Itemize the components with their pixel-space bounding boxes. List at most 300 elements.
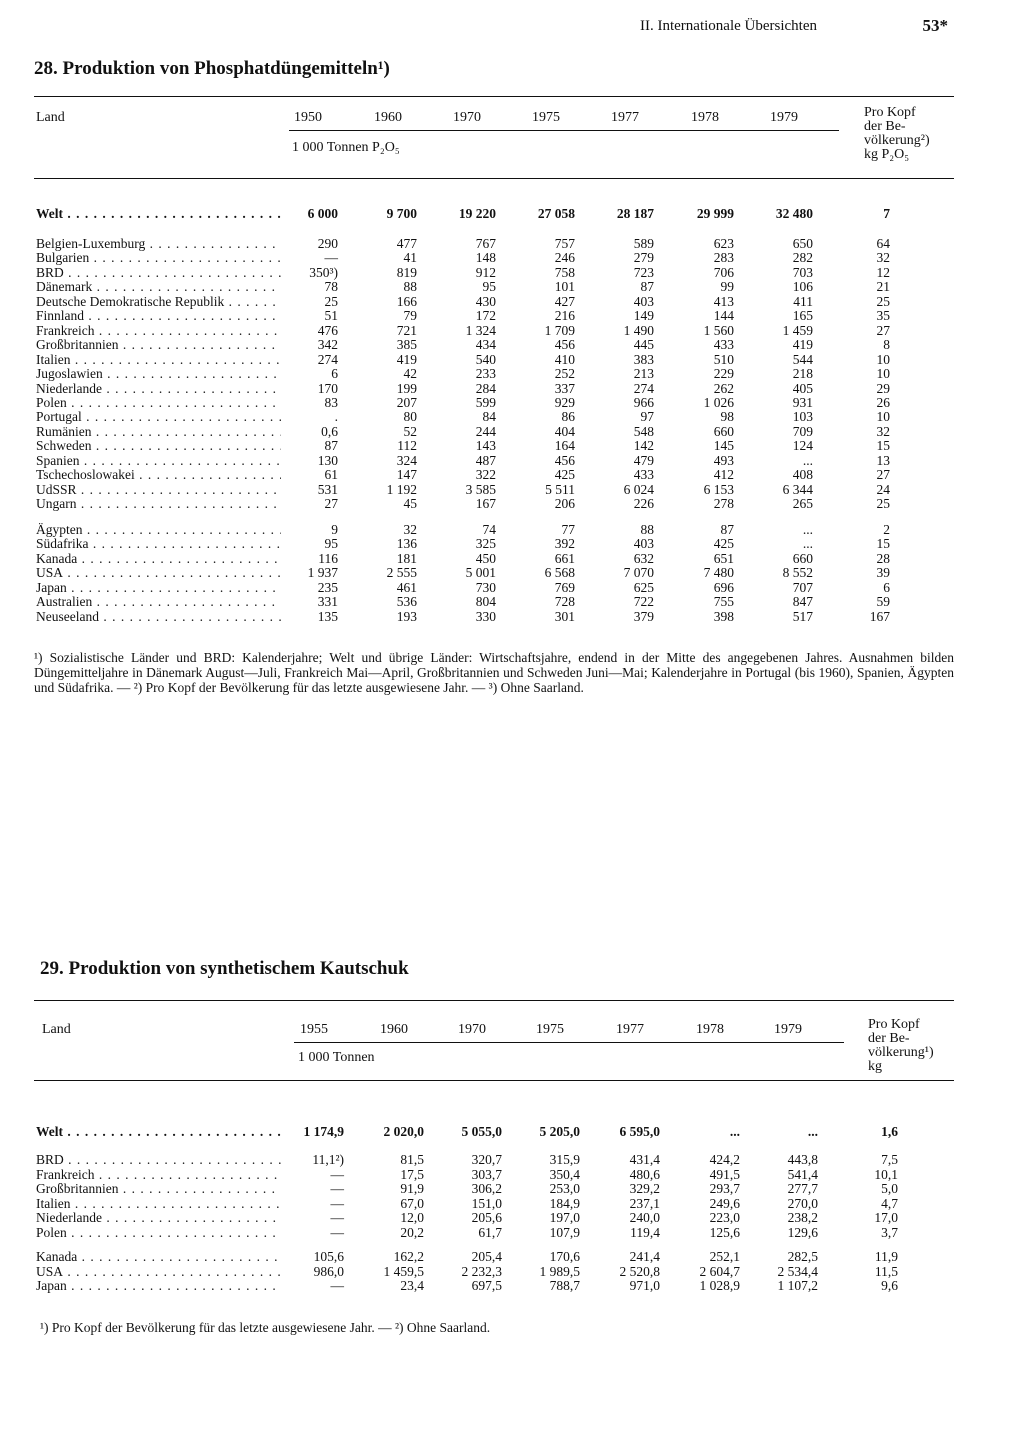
value-cell: 7 480	[703, 565, 734, 581]
year-header: 1978	[696, 1022, 724, 1037]
value-cell: 233	[475, 366, 496, 382]
table-row	[34, 279, 954, 294]
per-capita-cell: 6	[883, 579, 890, 595]
value-cell: 301	[554, 608, 575, 624]
country-name: Belgien-Luxemburg . . .	[36, 236, 281, 251]
per-capita-cell: 9,6	[881, 1278, 898, 1293]
value-cell: 6 153	[703, 481, 734, 497]
value-cell: 330	[475, 608, 496, 624]
country-name: Ungarn . . .	[36, 496, 281, 511]
value-cell: 170,6	[549, 1249, 580, 1264]
value-cell: 3 585	[465, 481, 496, 497]
value-cell: 660	[713, 423, 734, 439]
value-cell: 1 989,5	[539, 1263, 580, 1279]
table-row	[34, 1249, 954, 1264]
value-cell: 350³)	[309, 264, 338, 280]
value-cell: .	[334, 409, 338, 425]
value-cell: 80	[403, 409, 417, 425]
value-cell: 660	[792, 550, 813, 566]
country-name: Deutsche Demokratische Republik . . .	[36, 294, 281, 309]
value-cell: 9 700	[386, 206, 417, 221]
table-phosphate-fertilizer	[34, 58, 954, 658]
value-cell: 480,6	[629, 1166, 660, 1182]
per-capita-cell: 24	[876, 481, 890, 497]
value-cell: 101	[554, 279, 575, 295]
per-capita-cell: 15	[876, 536, 890, 552]
table-row	[34, 522, 954, 537]
table-row	[34, 236, 954, 251]
year-header: 1978	[691, 110, 719, 125]
value-cell: 2 020,0	[383, 1124, 424, 1139]
value-cell: 28 187	[616, 206, 654, 221]
country-name: Australien . . .	[36, 594, 281, 609]
value-cell: 20,2	[400, 1224, 424, 1240]
country-name: Rumänien . . .	[36, 424, 281, 439]
country-name: Niederlande . . .	[36, 381, 281, 396]
country-name: Spanien . . .	[36, 453, 281, 468]
country-name: Bulgarien . . .	[36, 250, 281, 265]
table-row	[34, 536, 954, 551]
value-cell: 193	[396, 608, 417, 624]
value-cell: 757	[554, 236, 575, 251]
value-cell: 162,2	[393, 1249, 424, 1264]
value-cell: 151,0	[471, 1195, 502, 1211]
value-cell: 410	[554, 351, 575, 367]
value-cell: 324	[396, 452, 417, 468]
value-cell: 8 552	[782, 565, 813, 581]
value-cell: 142	[633, 438, 654, 454]
table-row	[34, 366, 954, 381]
per-capita-cell: 11,5	[874, 1263, 898, 1279]
country-name: Schweden . . .	[36, 438, 281, 453]
table-row	[34, 594, 954, 609]
value-cell: 88	[403, 279, 417, 295]
country-name: Portugal . . .	[36, 409, 281, 424]
per-capita-cell: 27	[876, 467, 890, 483]
value-cell: ...	[802, 536, 813, 552]
value-cell: 730	[475, 579, 496, 595]
value-cell: 81,5	[400, 1152, 424, 1167]
footnote: ¹) Pro Kopf der Bevölkerung für das letzte ausgewiesene Jahr. — ²) Ohne Saarland.	[40, 1320, 491, 1335]
value-cell: 819	[396, 264, 417, 280]
country-name: Kanada . . .	[36, 1249, 281, 1264]
table-row	[34, 424, 954, 439]
value-cell: 284	[475, 380, 496, 396]
value-cell: 87	[640, 279, 654, 295]
year-header: 1960	[380, 1022, 408, 1037]
value-cell: 445	[633, 337, 654, 353]
year-header: 1979	[774, 1022, 802, 1037]
value-cell: 697,5	[471, 1278, 502, 1293]
value-cell: 270,0	[787, 1195, 818, 1211]
value-cell: 350,4	[549, 1166, 580, 1182]
value-cell: 87	[324, 438, 338, 454]
value-cell: 197,0	[549, 1210, 580, 1225]
per-capita-cell: 25	[876, 293, 890, 309]
country-name: Ägypten . . .	[36, 522, 281, 537]
value-cell: 2 534,4	[777, 1263, 818, 1279]
value-cell: 385	[396, 337, 417, 353]
value-cell: 430	[475, 293, 496, 309]
value-cell: 282,5	[787, 1249, 818, 1264]
value-cell: —	[324, 250, 338, 266]
table-row	[34, 409, 954, 424]
value-cell: 172	[475, 308, 496, 324]
value-cell: 1 490	[623, 322, 654, 338]
table-row	[34, 250, 954, 265]
value-cell: 130	[317, 452, 338, 468]
value-cell: 205,4	[471, 1249, 502, 1264]
value-cell: 218	[792, 366, 813, 382]
year-header: 1979	[770, 110, 798, 125]
per-capita-cell: 28	[876, 550, 890, 566]
country-name: BRD . . .	[36, 1152, 281, 1167]
value-cell: 265	[792, 496, 813, 512]
value-cell: 25	[324, 293, 338, 309]
year-header: 1950	[294, 110, 322, 125]
page-number: 53*	[922, 16, 948, 35]
value-cell: 52	[403, 423, 417, 439]
value-cell: 216	[554, 308, 575, 324]
table-row	[34, 467, 954, 482]
country-name: USA . . .	[36, 1264, 281, 1279]
value-cell: 206	[554, 496, 575, 512]
top-rule	[34, 96, 954, 97]
value-cell: 241,4	[629, 1249, 660, 1264]
value-cell: 709	[792, 423, 813, 439]
value-cell: 2 520,8	[619, 1263, 660, 1279]
value-cell: 758	[554, 264, 575, 280]
value-cell: 589	[633, 236, 654, 251]
value-cell: 408	[792, 467, 813, 483]
value-cell: 320,7	[471, 1152, 502, 1167]
year-header: 1975	[536, 1022, 564, 1037]
per-capita-cell: 26	[876, 394, 890, 410]
value-cell: 788,7	[549, 1278, 580, 1293]
header-bottom-rule	[34, 1080, 954, 1081]
year-header: 1977	[616, 1022, 644, 1037]
per-capita-cell: 1,6	[881, 1124, 898, 1139]
value-cell: 342	[317, 337, 338, 353]
value-cell: 181	[396, 550, 417, 566]
value-cell: 45	[403, 496, 417, 512]
value-cell: 277,7	[787, 1181, 818, 1196]
value-cell: 971,0	[629, 1278, 660, 1293]
per-capita-cell: 27	[876, 322, 890, 338]
table-row	[34, 294, 954, 309]
value-cell: 27	[324, 496, 338, 512]
value-cell: 253,0	[549, 1181, 580, 1196]
value-cell: 129,6	[787, 1224, 818, 1240]
value-cell: 6 000	[307, 206, 338, 221]
value-cell: 78	[324, 279, 338, 295]
value-cell: 106	[792, 279, 813, 295]
value-cell: 1 324	[465, 322, 496, 338]
header-subrule	[289, 130, 839, 131]
per-capita-cell: 5,0	[881, 1181, 898, 1196]
value-cell: 283	[713, 250, 734, 266]
value-cell: 767	[475, 236, 496, 251]
country-name: Tschechoslowakei . . .	[36, 467, 281, 482]
value-cell: 147	[396, 467, 417, 483]
value-cell: 274	[317, 351, 338, 367]
country-name: Dänemark . . .	[36, 279, 281, 294]
per-capita-cell: 2	[883, 522, 890, 537]
value-cell: 79	[403, 308, 417, 324]
value-cell: 98	[720, 409, 734, 425]
value-cell: 166	[396, 293, 417, 309]
value-cell: —	[330, 1278, 344, 1293]
value-cell: 1 937	[307, 565, 338, 581]
year-header: 1975	[532, 110, 560, 125]
year-header: 1970	[453, 110, 481, 125]
value-cell: 379	[633, 608, 654, 624]
value-cell: 88	[640, 522, 654, 537]
table-row	[34, 395, 954, 410]
value-cell: 29 999	[696, 206, 734, 221]
value-cell: 223,0	[709, 1210, 740, 1225]
table-row	[34, 323, 954, 338]
value-cell: 95	[482, 279, 496, 295]
country-name: Großbritannien . . .	[36, 1181, 281, 1196]
value-cell: 237,1	[629, 1195, 660, 1211]
value-cell: 706	[713, 264, 734, 280]
per-capita-cell: 32	[876, 423, 890, 439]
value-cell: 5 055,0	[461, 1124, 502, 1139]
world-row	[34, 206, 954, 221]
table-row	[34, 352, 954, 367]
country-name: Italien . . .	[36, 1196, 281, 1211]
table-row	[34, 308, 954, 323]
value-cell: 240,0	[629, 1210, 660, 1225]
value-cell: 461	[396, 579, 417, 595]
value-cell: ...	[729, 1124, 740, 1139]
value-cell: 392	[554, 536, 575, 552]
country-name: Japan . . .	[36, 1278, 281, 1293]
value-cell: 544	[792, 351, 813, 367]
value-cell: 450	[475, 550, 496, 566]
country-name: Neuseeland . . .	[36, 609, 281, 624]
value-cell: 433	[713, 337, 734, 353]
value-cell: 491,5	[709, 1166, 740, 1182]
value-cell: 331	[317, 594, 338, 610]
value-cell: 84	[482, 409, 496, 425]
country-name: BRD . . .	[36, 265, 281, 280]
value-cell: 2 555	[386, 565, 417, 581]
value-cell: 5 511	[545, 481, 575, 497]
value-cell: 755	[713, 594, 734, 610]
per-capita-cell: 7	[883, 206, 890, 221]
value-cell: 536	[396, 594, 417, 610]
value-cell: 74	[482, 522, 496, 537]
table-row	[34, 1152, 954, 1167]
value-cell: 51	[324, 308, 338, 324]
value-cell: 477	[396, 236, 417, 251]
per-capita-cell: 17,0	[874, 1210, 898, 1225]
value-cell: ...	[807, 1124, 818, 1139]
value-cell: 1 107,2	[777, 1278, 818, 1293]
per-capita-cell: 4,7	[881, 1195, 898, 1211]
value-cell: 293,7	[709, 1181, 740, 1196]
country-name: Südafrika . . .	[36, 536, 281, 551]
value-cell: 847	[792, 594, 813, 610]
value-cell: 199	[396, 380, 417, 396]
value-cell: 167	[475, 496, 496, 512]
per-capita-cell: 64	[876, 236, 890, 251]
value-cell: 17,5	[400, 1166, 424, 1182]
value-cell: 11,1²)	[312, 1152, 344, 1167]
value-cell: 337	[554, 380, 575, 396]
value-cell: 661	[554, 550, 575, 566]
value-cell: 986,0	[313, 1263, 344, 1279]
table-title: 29. Produktion von synthetischem Kautschuk	[40, 958, 409, 979]
value-cell: 165	[792, 308, 813, 324]
table-header	[34, 105, 954, 180]
value-cell: 517	[792, 608, 813, 624]
table-row	[34, 453, 954, 468]
per-capita-cell: 10,1	[874, 1166, 898, 1182]
value-cell: 77	[561, 522, 575, 537]
table-row	[34, 551, 954, 566]
value-cell: ...	[802, 452, 813, 468]
per-capita-cell: 10	[876, 351, 890, 367]
value-cell: 433	[633, 467, 654, 483]
value-cell: ...	[802, 522, 813, 537]
value-cell: 282	[792, 250, 813, 266]
value-cell: 599	[475, 394, 496, 410]
value-cell: 226	[633, 496, 654, 512]
value-cell: 548	[633, 423, 654, 439]
value-cell: —	[330, 1210, 344, 1225]
value-cell: 383	[633, 351, 654, 367]
country-name: Italien . . .	[36, 352, 281, 367]
per-capita-header: Pro Kopf der Be- völkerung²) kg P₂O₅	[864, 105, 930, 162]
value-cell: 929	[554, 394, 575, 410]
value-cell: 425	[713, 536, 734, 552]
per-capita-header: Pro Kopf der Be- völkerung¹) kg	[868, 1017, 934, 1074]
country-name: UdSSR . . .	[36, 482, 281, 497]
value-cell: 306,2	[471, 1181, 502, 1196]
value-cell: 541,4	[787, 1166, 818, 1182]
section-title: II. Internationale Übersichten	[640, 18, 818, 34]
value-cell: 707	[792, 579, 813, 595]
value-cell: 1 709	[544, 322, 575, 338]
per-capita-cell: 3,7	[881, 1224, 898, 1240]
value-cell: 42	[403, 366, 417, 382]
table-row	[34, 337, 954, 352]
value-cell: 207	[396, 394, 417, 410]
value-cell: 249,6	[709, 1195, 740, 1211]
page-header	[640, 18, 960, 42]
value-cell: 540	[475, 351, 496, 367]
land-header: Land	[36, 110, 65, 125]
value-cell: —	[330, 1166, 344, 1182]
value-cell: 6 344	[782, 481, 813, 497]
value-cell: 32	[403, 522, 417, 537]
country-name: Niederlande . . .	[36, 1210, 281, 1225]
table-row	[34, 609, 954, 624]
value-cell: 315,9	[549, 1152, 580, 1167]
table-row	[34, 1210, 954, 1225]
year-header: 1970	[458, 1022, 486, 1037]
value-cell: 650	[792, 236, 813, 251]
value-cell: 67,0	[400, 1195, 424, 1211]
per-capita-cell: 8	[883, 337, 890, 353]
value-cell: 184,9	[549, 1195, 580, 1211]
value-cell: 27 058	[537, 206, 575, 221]
value-cell: 632	[633, 550, 654, 566]
value-cell: 23,4	[400, 1278, 424, 1293]
value-cell: 41	[403, 250, 417, 266]
value-cell: 403	[633, 293, 654, 309]
value-cell: 398	[713, 608, 734, 624]
value-cell: 411	[793, 293, 813, 309]
table-row	[34, 565, 954, 580]
value-cell: 1 459,5	[383, 1263, 424, 1279]
value-cell: 6 568	[544, 565, 575, 581]
value-cell: 149	[633, 308, 654, 324]
value-cell: 5 001	[465, 565, 496, 581]
value-cell: 235	[317, 579, 338, 595]
value-cell: 99	[720, 279, 734, 295]
country-name: Kanada . . .	[36, 551, 281, 566]
table-row	[34, 265, 954, 280]
table-row	[34, 1278, 954, 1293]
value-cell: 329,2	[629, 1181, 660, 1196]
value-cell: 404	[554, 423, 575, 439]
value-cell: 112	[397, 438, 417, 454]
value-cell: 1 028,9	[699, 1278, 740, 1293]
per-capita-cell: 10	[876, 366, 890, 382]
value-cell: 479	[633, 452, 654, 468]
value-cell: 427	[554, 293, 575, 309]
value-cell: 136	[396, 536, 417, 552]
value-cell: 105,6	[313, 1249, 344, 1264]
value-cell: 229	[713, 366, 734, 382]
unit-label: 1 000 Tonnen	[298, 1050, 375, 1065]
value-cell: 290	[317, 236, 338, 251]
value-cell: 5 205,0	[539, 1124, 580, 1139]
footnote: ¹) Sozialistische Länder und BRD: Kalenderjahre; Welt und übrige Länder: Wirtschaftsjahre, endend in der Mitte des angegebenen Jahres. Ausnahmen bilden Düngemitteljahre in Dänemark August—Juli, Frankreich Mai—April, Großbritannien und Schweden Juni—Mai; Kalenderjahre in Portugal (bis 1960), Spanien, Ägypten und Südafrika. — ²) Pro Kopf der Bevölkerung für das letzte ausgewiesene Jahr. — ³) Ohne Saarland.	[34, 650, 954, 695]
value-cell: 412	[713, 467, 734, 483]
per-capita-cell: 13	[876, 452, 890, 468]
table-row	[34, 1225, 954, 1240]
value-cell: 405	[792, 380, 813, 396]
table-row	[34, 381, 954, 396]
value-cell: 696	[713, 579, 734, 595]
value-cell: 205,6	[471, 1210, 502, 1225]
value-cell: 1 459	[782, 322, 813, 338]
per-capita-cell: 11,9	[874, 1249, 898, 1264]
per-capita-cell: 7,5	[881, 1152, 898, 1167]
value-cell: 6 595,0	[619, 1124, 660, 1139]
value-cell: 0,6	[321, 423, 338, 439]
value-cell: 723	[633, 264, 654, 280]
value-cell: 487	[475, 452, 496, 468]
value-cell: 769	[554, 579, 575, 595]
table-header	[34, 1017, 954, 1092]
value-cell: 32 480	[775, 206, 813, 221]
country-name: Polen . . .	[36, 395, 281, 410]
value-cell: 262	[713, 380, 734, 396]
per-capita-cell: 32	[876, 250, 890, 266]
value-cell: 403	[633, 536, 654, 552]
value-cell: 252,1	[709, 1249, 740, 1264]
country-name: Welt . . .	[36, 1124, 281, 1139]
value-cell: 6 024	[623, 481, 654, 497]
value-cell: 722	[633, 594, 654, 610]
table-row	[34, 1196, 954, 1211]
